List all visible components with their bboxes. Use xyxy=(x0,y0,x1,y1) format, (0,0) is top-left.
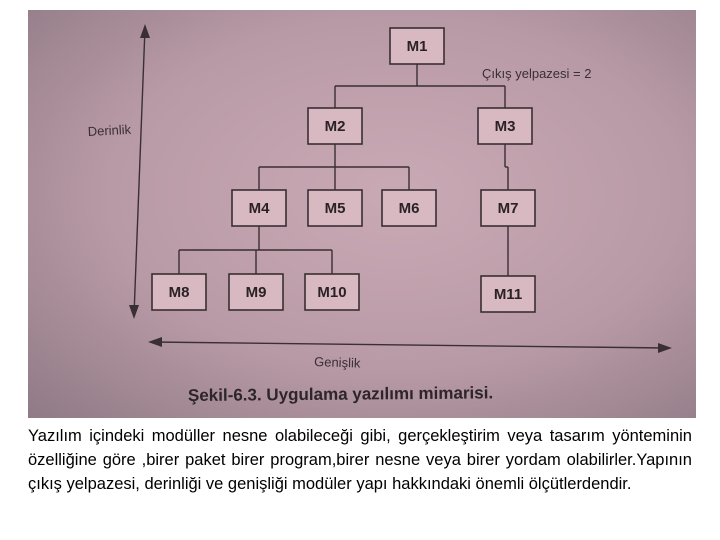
module-label: M6 xyxy=(398,200,420,217)
module-label: M5 xyxy=(324,200,346,217)
module-box-m6 xyxy=(382,190,436,226)
module-box-m8 xyxy=(152,274,206,310)
module-boxes xyxy=(152,28,535,312)
diagram-photo xyxy=(28,10,696,418)
module-box-m9 xyxy=(229,274,283,310)
module-box-m1 xyxy=(390,28,444,64)
module-label: M7 xyxy=(497,200,519,217)
module-hierarchy-diagram xyxy=(28,10,696,418)
module-label: M10 xyxy=(317,284,347,301)
module-label: M9 xyxy=(245,284,267,301)
module-box-m4 xyxy=(232,190,286,226)
module-label: M1 xyxy=(406,38,428,55)
description-paragraph: Yazılım içindeki modüller nesne olabileceği gibi, gerçekleştirim veya tasarım yönteminin özelliğine göre ,birer paket birer program,birer nesne veya birer yordam olabilirler.Yapının çıkış yelpazesi, derinliği ve genişliği modüler yapı hakkındaki önemli ölçütlerdendir. xyxy=(28,427,692,493)
module-label: M11 xyxy=(493,286,523,303)
width-label: Genişlik xyxy=(313,354,361,371)
width-axis xyxy=(148,337,672,353)
module-label: M4 xyxy=(248,200,270,217)
module-label: M8 xyxy=(168,284,190,301)
depth-label: Derinlik xyxy=(87,121,132,139)
module-box-m3 xyxy=(478,108,532,144)
module-box-m5 xyxy=(308,190,362,226)
figure-caption: Şekil-6.3. Uygulama yazılımı mimarisi. xyxy=(187,383,494,405)
connection-lines xyxy=(179,64,508,276)
module-box-m11 xyxy=(481,276,535,312)
module-label: M2 xyxy=(324,118,346,135)
module-box-m7 xyxy=(481,190,535,226)
depth-axis xyxy=(129,24,150,319)
module-label: M3 xyxy=(494,118,516,135)
fan-out-label: Çıkış yelpazesi = 2 xyxy=(482,66,592,81)
module-box-m10 xyxy=(305,274,359,310)
module-box-m2 xyxy=(308,108,362,144)
